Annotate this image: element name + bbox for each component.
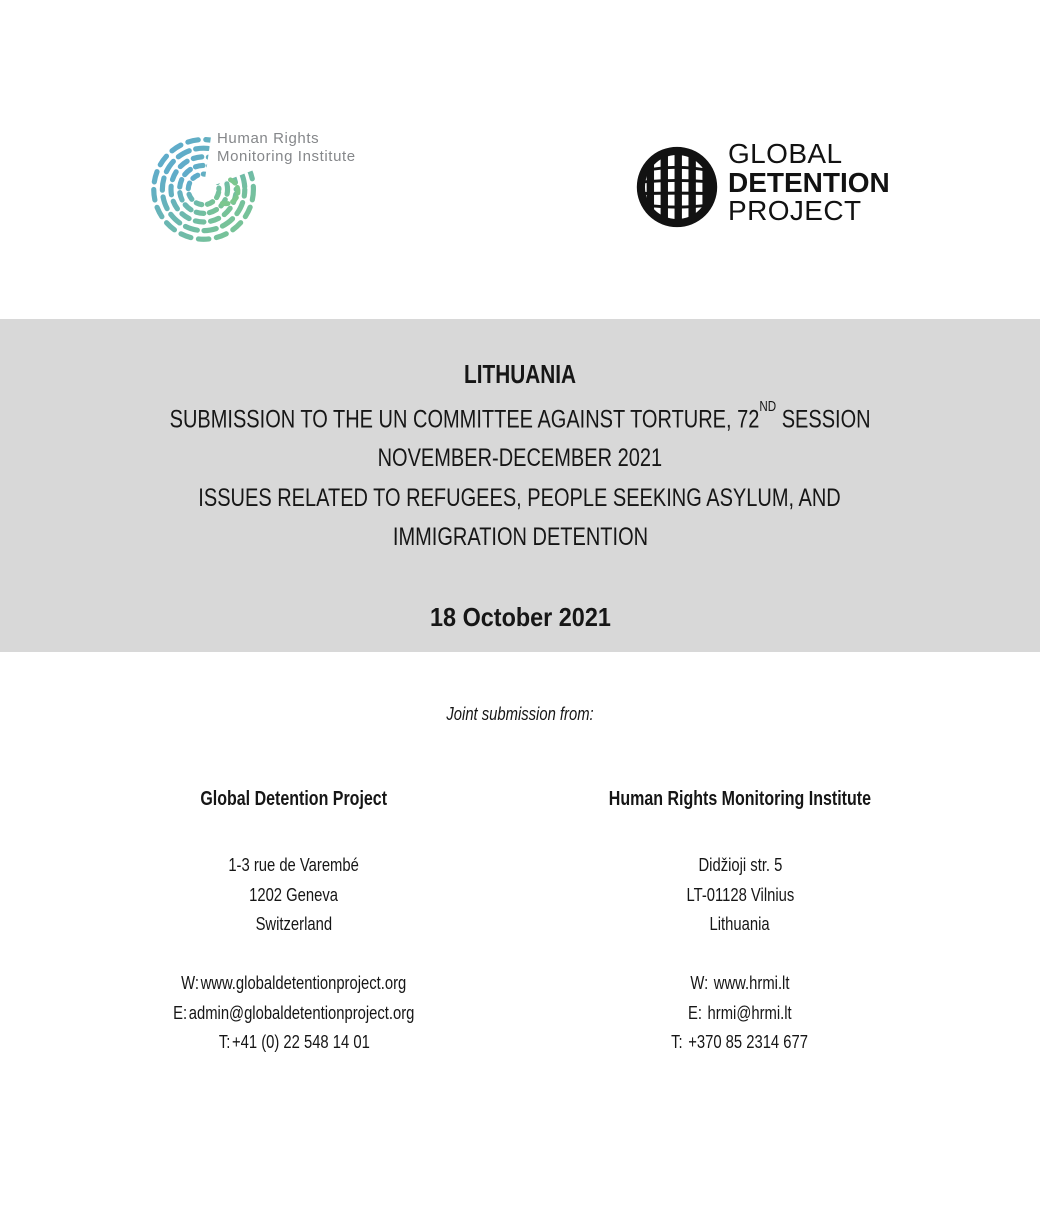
phone-line (104, 1027, 484, 1057)
hrmi-logo (148, 124, 398, 254)
document-title-issues-line1: ISSUES RELATED TO REFUGEES, PEOPLE SEEKING ASYLUM, AND (198, 483, 842, 512)
document-title-session-line: SUBMISSION TO THE UN COMMITTEE AGAINST TORTURE, 72ND SESSION (169, 398, 871, 433)
phone-label: T: (218, 1031, 231, 1052)
document-title-country: LITHUANIA (463, 359, 577, 389)
email-line (550, 998, 930, 1028)
address-line: 1-3 rue de Varembé (228, 854, 360, 875)
gdp-logo-text (728, 140, 890, 226)
hrmi-logo-line2: Monitoring Institute (217, 147, 356, 165)
website-line (104, 968, 484, 998)
website-value: www.hrmi.lt (713, 972, 790, 993)
website-line (550, 968, 930, 998)
org-name-hrmi: Human Rights Monitoring Institute (608, 788, 872, 810)
email-label: E: (173, 1001, 188, 1023)
email-line (104, 998, 484, 1028)
email-label: E: (688, 1001, 703, 1023)
website-value: www.globaldetentionproject.org (200, 972, 407, 993)
website-label: W: (181, 972, 200, 993)
hrmi-logo-line1: Human Rights (217, 130, 320, 147)
gdp-logo-line3: PROJECT (728, 195, 862, 227)
phone-label: T: (671, 1031, 684, 1052)
org-name-gdp: Global Detention Project (200, 788, 388, 810)
document-title-dates-line: NOVEMBER-DECEMBER 2021 (377, 444, 663, 473)
website-label: W: (690, 972, 709, 993)
ordinal-superscript: ND (759, 398, 777, 415)
gdp-logo-line1: GLOBAL (728, 138, 843, 169)
org-address-gdp (104, 850, 484, 939)
address-line: Didžioji str. 5 (698, 854, 782, 875)
address-line: Switzerland (255, 913, 333, 934)
document-title-issues-line2: IMMIGRATION DETENTION (392, 523, 648, 552)
email-value: admin@globaldetentionproject.org (188, 1001, 415, 1023)
address-line: LT-01128 Vilnius (686, 883, 794, 905)
org-column-gdp (104, 787, 484, 1057)
phone-value: +370 85 2314 677 (688, 1031, 809, 1052)
joint-submission-label: Joint submission from: (446, 703, 594, 724)
org-address-hrmi (550, 850, 930, 939)
gdp-globe-bars-icon (636, 146, 718, 228)
phone-value: +41 (0) 22 548 14 01 (231, 1031, 370, 1052)
address-line: Lithuania (709, 913, 771, 934)
email-value: hrmi@hrmi.lt (707, 1001, 792, 1023)
org-column-hrmi (550, 787, 930, 1057)
gdp-logo-line2: DETENTION (728, 166, 890, 198)
org-contacts-hrmi (550, 968, 930, 1057)
phone-line (550, 1027, 930, 1057)
gdp-logo (636, 140, 946, 235)
title-banner (0, 319, 1040, 652)
org-contacts-gdp (104, 968, 484, 1057)
document-date: 18 October 2021 (429, 601, 611, 632)
address-line: 1202 Geneva (249, 883, 339, 905)
hrmi-logo-text (217, 130, 356, 165)
